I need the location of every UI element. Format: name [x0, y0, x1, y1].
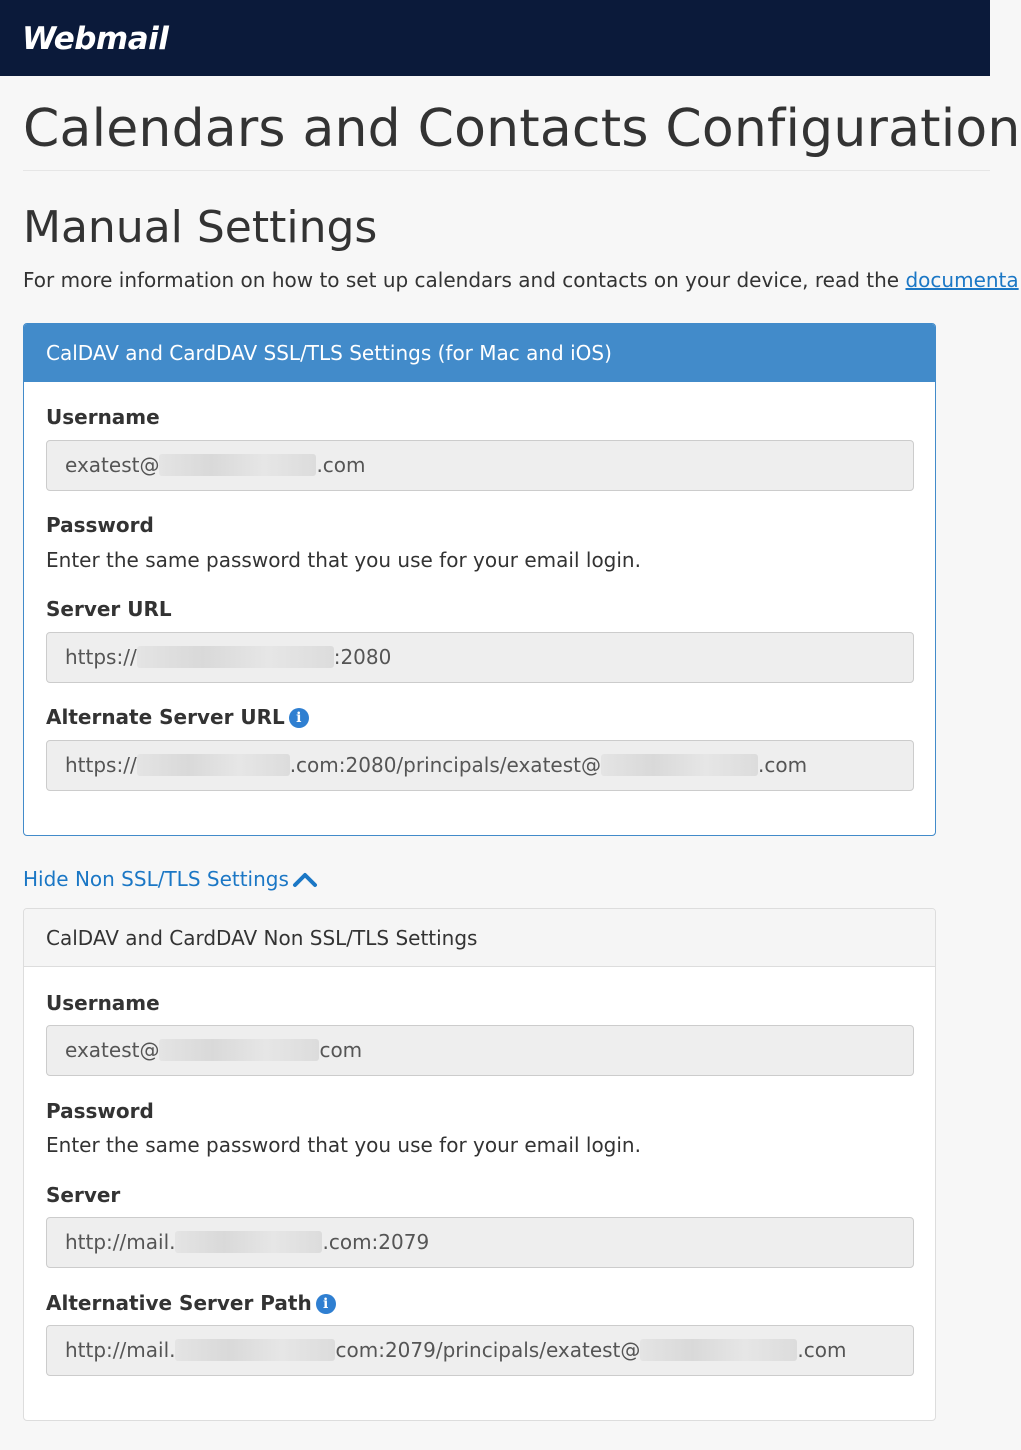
documentation-link[interactable]: documenta — [905, 268, 1019, 292]
ssl-username-suffix: .com — [316, 453, 366, 477]
ssl-alt-server-url-label-text: Alternate Server URL — [46, 705, 285, 729]
non-ssl-username-prefix: exatest@ — [65, 1038, 160, 1062]
redacted-host — [137, 646, 334, 668]
ssl-alt-url-middle: .com:2080/principals/exatest@ — [289, 753, 601, 777]
non-ssl-alt-path-prefix: http://mail. — [65, 1338, 176, 1362]
intro-text-body: For more information on how to set up calendars and contacts on your device, read the — [23, 268, 906, 292]
ssl-username-field[interactable] — [46, 440, 914, 491]
non-ssl-username-field[interactable] — [46, 1025, 914, 1076]
ssl-alt-url-prefix: https:// — [65, 753, 137, 777]
ssl-server-url-prefix: https:// — [65, 645, 137, 669]
ssl-username-label: Username — [46, 405, 160, 429]
ssl-server-url-field[interactable] — [46, 632, 914, 683]
ssl-server-url-suffix: :2080 — [333, 645, 392, 669]
non-ssl-alt-server-path-label — [46, 1289, 336, 1317]
non-ssl-alt-path-middle: com:2079/principals/exatest@ — [335, 1338, 641, 1362]
ssl-username-prefix: exatest@ — [65, 453, 160, 477]
info-icon[interactable]: i — [316, 1294, 336, 1314]
ssl-server-url-label: Server URL — [46, 597, 172, 621]
chevron-up-icon — [293, 870, 317, 888]
top-bar — [0, 0, 990, 76]
non-ssl-server-prefix: http://mail. — [65, 1230, 176, 1254]
ssl-alt-server-url-label — [46, 703, 309, 731]
non-ssl-server-suffix: .com:2079 — [322, 1230, 430, 1254]
redacted-host — [175, 1231, 322, 1253]
section-title: Manual Settings — [23, 202, 378, 253]
hide-non-ssl-settings-link[interactable] — [23, 865, 317, 893]
redacted-domain — [159, 1039, 319, 1061]
non-ssl-alt-server-path-field[interactable] — [46, 1325, 914, 1376]
ssl-alt-server-url-field[interactable] — [46, 740, 914, 791]
non-ssl-password-label: Password — [46, 1099, 154, 1123]
redacted-domain — [601, 754, 758, 776]
non-ssl-alt-path-suffix: .com — [797, 1338, 847, 1362]
non-ssl-server-field[interactable] — [46, 1217, 914, 1268]
non-ssl-alt-server-path-label-text: Alternative Server Path — [46, 1291, 312, 1315]
ssl-password-help: Enter the same password that you use for your email login. — [46, 548, 641, 572]
non-ssl-password-help: Enter the same password that you use for your email login. — [46, 1133, 641, 1157]
non-ssl-username-suffix: com — [319, 1038, 363, 1062]
webmail-logo[interactable]: Webmail — [22, 21, 169, 57]
redacted-domain — [640, 1339, 797, 1361]
ssl-panel-heading: CalDAV and CardDAV SSL/TLS Settings (for Mac and iOS) — [24, 324, 935, 382]
non-ssl-panel-heading: CalDAV and CardDAV Non SSL/TLS Settings — [24, 909, 935, 967]
redacted-host — [137, 754, 290, 776]
ssl-alt-url-suffix: .com — [757, 753, 808, 777]
title-divider — [23, 170, 990, 171]
page-title: Calendars and Contacts Configuration — [23, 99, 1021, 159]
non-ssl-username-label: Username — [46, 991, 160, 1015]
redacted-host — [175, 1339, 335, 1361]
ssl-password-label: Password — [46, 513, 154, 537]
info-icon[interactable]: i — [289, 708, 309, 728]
non-ssl-settings-panel — [23, 908, 936, 1421]
hide-non-ssl-settings-label: Hide Non SSL/TLS Settings — [23, 867, 289, 891]
ssl-settings-panel — [23, 323, 936, 836]
intro-text — [23, 265, 1019, 295]
redacted-domain — [159, 454, 316, 476]
non-ssl-server-label: Server — [46, 1183, 121, 1207]
